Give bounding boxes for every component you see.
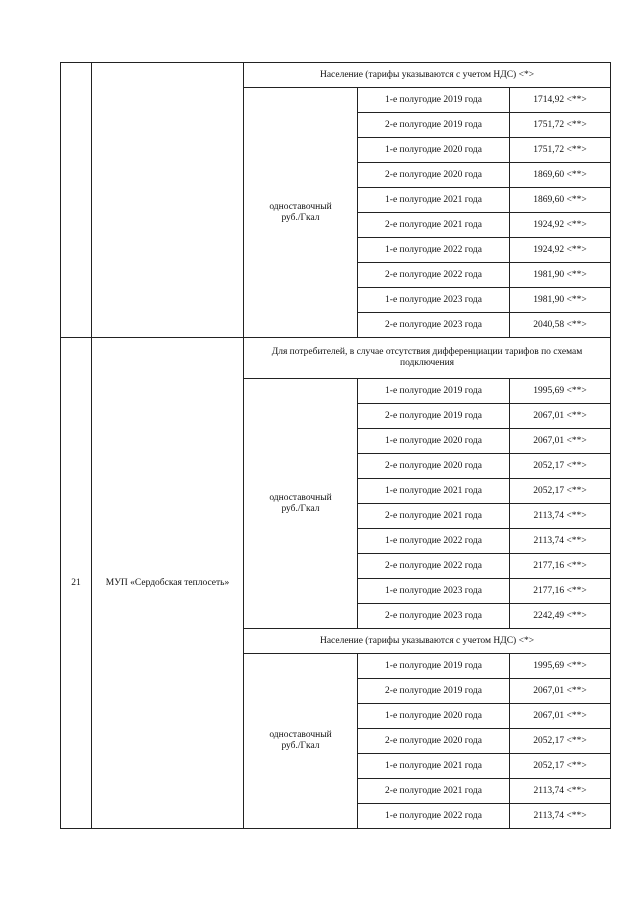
tariff-value-cell: 1995,69 <**> — [510, 654, 611, 679]
period-cell: 1-е полугодие 2020 года — [358, 429, 510, 454]
period-cell: 1-е полугодие 2021 года — [358, 754, 510, 779]
period-cell: 2-е полугодие 2020 года — [358, 163, 510, 188]
tariff-value-cell: 1751,72 <**> — [510, 113, 611, 138]
tariff-table — [60, 62, 611, 829]
rate-type-cell — [244, 379, 358, 629]
rate-type-cell — [244, 654, 358, 829]
tariff-value-cell: 1981,90 <**> — [510, 288, 611, 313]
section-heading: Население (тарифы указываются с учетом НДС) <*> — [244, 629, 611, 654]
tariff-value-cell: 1751,72 <**> — [510, 138, 611, 163]
tariff-value-cell: 1714,92 <**> — [510, 88, 611, 113]
tariff-value-cell: 2067,01 <**> — [510, 704, 611, 729]
period-cell: 2-е полугодие 2021 года — [358, 504, 510, 529]
tariff-value-cell: 2052,17 <**> — [510, 754, 611, 779]
period-cell: 1-е полугодие 2019 года — [358, 379, 510, 404]
period-cell: 2-е полугодие 2023 года — [358, 313, 510, 338]
tariff-value-cell: 2242,49 <**> — [510, 604, 611, 629]
period-cell: 1-е полугодие 2019 года — [358, 654, 510, 679]
tariff-value-cell: 1869,60 <**> — [510, 188, 611, 213]
period-cell: 1-е полугодие 2023 года — [358, 288, 510, 313]
period-cell: 2-е полугодие 2022 года — [358, 554, 510, 579]
tariff-value-cell: 2052,17 <**> — [510, 454, 611, 479]
period-cell: 2-е полугодие 2019 года — [358, 113, 510, 138]
rate-type-label: одноставочный — [269, 201, 332, 212]
period-cell: 2-е полугодие 2020 года — [358, 454, 510, 479]
tariff-value-cell: 2113,74 <**> — [510, 804, 611, 829]
tariff-value-cell: 2052,17 <**> — [510, 729, 611, 754]
section-heading: Население (тарифы указываются с учетом НДС) <*> — [244, 63, 611, 88]
tariff-value-cell: 1924,92 <**> — [510, 213, 611, 238]
period-cell: 1-е полугодие 2023 года — [358, 579, 510, 604]
tariff-value-cell: 2113,74 <**> — [510, 779, 611, 804]
period-cell: 1-е полугодие 2022 года — [358, 529, 510, 554]
period-cell: 2-е полугодие 2023 года — [358, 604, 510, 629]
tariff-value-cell: 2177,16 <**> — [510, 554, 611, 579]
period-cell: 1-е полугодие 2022 года — [358, 804, 510, 829]
period-cell: 1-е полугодие 2021 года — [358, 188, 510, 213]
rate-unit-label: руб./Гкал — [281, 741, 320, 751]
rate-unit-label: руб./Гкал — [281, 212, 320, 223]
rate-type-cell — [244, 88, 358, 338]
tariff-value-cell: 2067,01 <**> — [510, 679, 611, 704]
tariff-value-cell: 2052,17 <**> — [510, 479, 611, 504]
tariff-value-cell: 1924,92 <**> — [510, 238, 611, 263]
rate-type-label: одноставочный — [269, 730, 332, 741]
period-cell: 2-е полугодие 2022 года — [358, 263, 510, 288]
period-cell: 2-е полугодие 2021 года — [358, 779, 510, 804]
tariff-value-cell: 1869,60 <**> — [510, 163, 611, 188]
period-cell: 1-е полугодие 2022 года — [358, 238, 510, 263]
period-cell: 2-е полугодие 2020 года — [358, 729, 510, 754]
organization-name-prev — [92, 63, 244, 338]
tariff-value-cell: 1981,90 <**> — [510, 263, 611, 288]
period-cell: 2-е полугодие 2019 года — [358, 679, 510, 704]
period-cell: 1-е полугодие 2020 года — [358, 704, 510, 729]
period-cell: 1-е полугодие 2021 года — [358, 479, 510, 504]
period-cell: 2-е полугодие 2021 года — [358, 213, 510, 238]
tariff-value-cell: 2040,58 <**> — [510, 313, 611, 338]
tariff-value-cell: 2067,01 <**> — [510, 404, 611, 429]
rate-unit-label: руб./Гкал — [281, 503, 320, 514]
tariff-value-cell: 2113,74 <**> — [510, 504, 611, 529]
organization-name: МУП «Сердобская теплосеть» — [92, 338, 244, 829]
section-heading: Для потребителей, в случае отсутствия дифференциации тарифов по схемам подключения — [244, 338, 611, 379]
row-number-prev — [61, 63, 92, 338]
period-cell: 1-е полугодие 2020 года — [358, 138, 510, 163]
row-number: 21 — [61, 338, 92, 829]
tariff-value-cell: 2177,16 <**> — [510, 579, 611, 604]
tariff-value-cell: 1995,69 <**> — [510, 379, 611, 404]
tariff-value-cell: 2067,01 <**> — [510, 429, 611, 454]
rate-type-label: одноставочный — [269, 492, 332, 503]
period-cell: 1-е полугодие 2019 года — [358, 88, 510, 113]
tariff-value-cell: 2113,74 <**> — [510, 529, 611, 554]
period-cell: 2-е полугодие 2019 года — [358, 404, 510, 429]
